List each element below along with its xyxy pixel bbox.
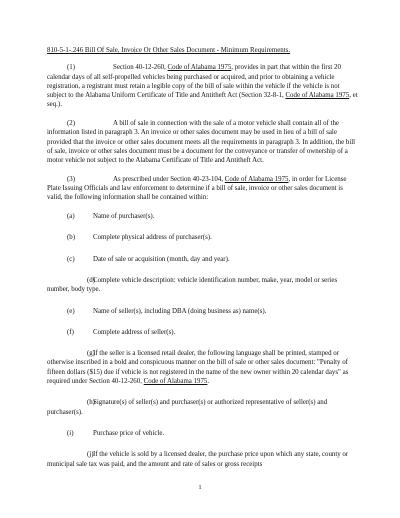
section-heading: 810-5-1-.246 Bill Of Sale, Invoice Or Other Sales Document - Minimum Requirements. <box>47 47 291 54</box>
document-body <box>47 46 359 481</box>
paragraph-2: (2) A bill of sale in connection with the sale of a motor vehicle shall contain all of the information listed in paragraph 3. An invoice or other sales document may be used in lieu of a bill of sale provided that the invoice or other sales document meets all the requirements in paragraph 3. In addition, the bill of sale, invoice or other sales document must be a document for the conveyance or transfer of ownership of a motor vehicle not subject to the Alabama Certificate of Title and Antitheft Act. <box>47 120 356 165</box>
list-item-d: (d)Complete vehicle description: vehicle identification number, make, year, model or series number, body type. <box>47 276 338 294</box>
paragraph-label: (2) <box>67 120 76 128</box>
paragraph-3: (3) As prescribed under Section 40-23-104, Code of Alabama 1975, in order for License Plate Issuing Officials and law enforcement to determine if a bill of sale, invoice or other sales document is valid, the following information shall be contained within: <box>47 175 347 202</box>
code-reference: Code of Alabama 1975 <box>167 64 232 72</box>
list-item-i: (i) Purchase price of vehicle. <box>67 429 165 437</box>
code-reference: Code of Alabama 1975 <box>143 378 208 386</box>
paragraph-label: (3) <box>67 175 76 183</box>
page-number: 1 <box>198 484 202 491</box>
list-item-e: (e) Name of seller(s), including DBA (doing business as) name(s). <box>67 307 267 315</box>
paragraph-label: (1) <box>67 64 76 72</box>
list-item-g: (g)If the seller is a licensed retail dealer, the following language shall be printed, stamped or otherwise inscribed in a bold and conspicuous manner on the bill of sale or other sales document: "Penalty of fifteen dollars ($15) due if vehicle is not registered in the name of the new owner within 20 calendar days" as required under Section 40-12-260, Code of Alabama 1975. <box>47 350 349 386</box>
code-reference: Code of Alabama 1975 <box>285 92 350 100</box>
code-reference: Code of Alabama 1975 <box>224 175 289 183</box>
paragraph-1: (1) Section 40-12-260, Code of Alabama 1975, provides in part that within the first 20 calendar days of all self-propelled vehicles being purchased or acquired, and prior to obtaining a vehicle registration, a registrant must retain a legible copy of the bill of sale within the vehicle if the vehicle is not subject to the Alabama Uniform Certificate of Title and Antitheft Act (Section 32-8-1, Code of Alabama 1975, et seq.). <box>47 64 358 109</box>
list-item-j: (j)If the vehicle is sold by a licensed dealer, the purchase price upon which any state, county or municipal sale tax was paid, and the amount and rate of sales or gross receipts <box>47 451 349 468</box>
list-item-f: (f) Complete address of seller(s). <box>67 328 176 336</box>
list-item-a: (a) Name of purchaser(s). <box>67 213 155 221</box>
list-item-c: (c) Date of sale or acquisition (month, day and year). <box>67 255 230 263</box>
list-item-h: (h)Signature(s) of seller(s) and purchaser(s) or authorized representative of seller(s) and purchaser(s). <box>47 399 328 416</box>
list-item-b: (b) Complete physical address of purchaser(s). <box>67 234 212 242</box>
